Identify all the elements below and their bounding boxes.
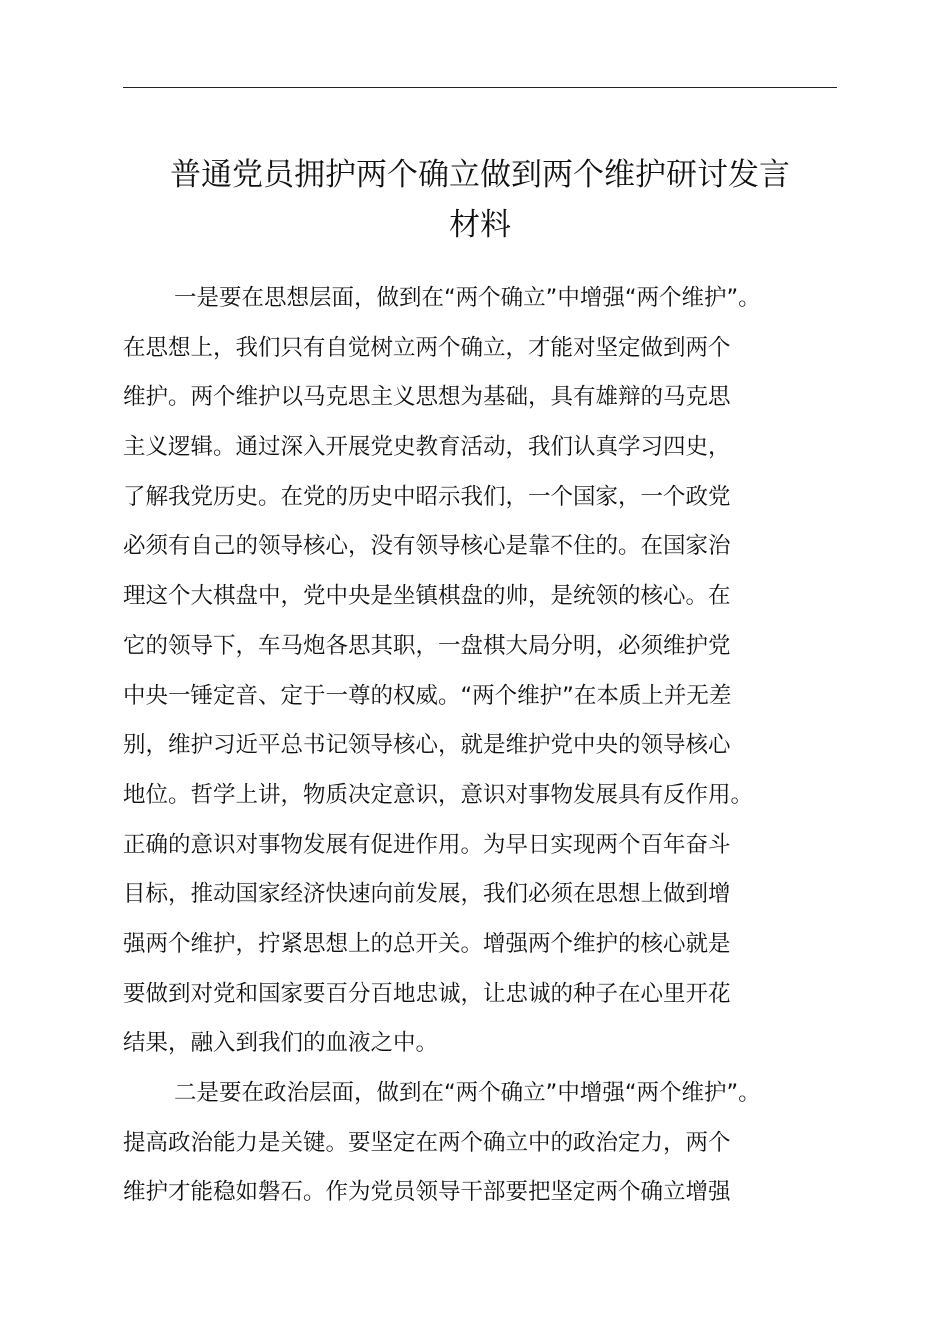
paragraph (123, 274, 863, 1069)
document-body (123, 274, 863, 1218)
text-line: 理这个大棋盘中，党中央是坐镇棋盘的帅，是统领的核心。在 (123, 583, 731, 610)
text-line: 目标，推动国家经济快速向前发展，我们必须在思想上做到增 (123, 881, 731, 908)
text-line: 一是要在思想层面，做到在“两个确立”中增强“两个维护”。 (174, 285, 761, 311)
text-line: 地位。哲学上讲，物质决定意识，意识对事物发展具有反作用。 (123, 781, 754, 808)
text-line: 结果，融入到我们的血液之中。 (123, 1030, 439, 1057)
text-line: 二是要在政治层面，做到在“两个确立”中增强“两个维护”。 (174, 1080, 761, 1106)
text-line: 必须有自己的领导核心，没有领导核心是靠不住的。在国家治 (123, 533, 731, 560)
text-line: 要做到对党和国家要百分百地忠诚，让忠诚的种子在心里开花 (123, 980, 731, 1007)
text-line: 提高政治能力是关键。要坚定在两个确立中的政治定力，两个 (123, 1129, 731, 1156)
text-line: 了解我党历史。在党的历史中昭示我们，一个国家，一个政党 (123, 483, 731, 510)
header-rule (123, 87, 837, 88)
text-line: 中央一锤定音、定于一尊的权威。“两个维护”在本质上并无差 (123, 682, 732, 709)
title-line: 普通党员拥护两个确立做到两个维护研讨发言 (170, 157, 790, 193)
text-line: 别，维护习近平总书记领导核心，就是维护党中央的领导核心 (123, 732, 731, 759)
text-line: 维护。两个维护以马克思主义思想为基础，具有雄辩的马克思 (123, 384, 731, 411)
text-line: 正确的意识对事物发展有促进作用。为早日实现两个百年奋斗 (123, 831, 731, 858)
text-line: 它的领导下，车马炮各思其职，一盘棋大局分明，必须维护党 (123, 632, 731, 659)
text-line: 维护才能稳如磐石。作为党员领导干部要把坚定两个确立增强 (123, 1179, 731, 1206)
paragraph (123, 1069, 863, 1218)
text-line: 在思想上，我们只有自觉树立两个确立，才能对坚定做到两个 (123, 334, 731, 361)
text-line: 主义逻辑。通过深入开展党史教育活动，我们认真学习四史， (123, 434, 731, 461)
document-title (110, 150, 850, 250)
title-line: 材料 (449, 207, 511, 243)
text-line: 强两个维护，拧紧思想上的总开关。增强两个维护的核心就是 (123, 930, 731, 957)
